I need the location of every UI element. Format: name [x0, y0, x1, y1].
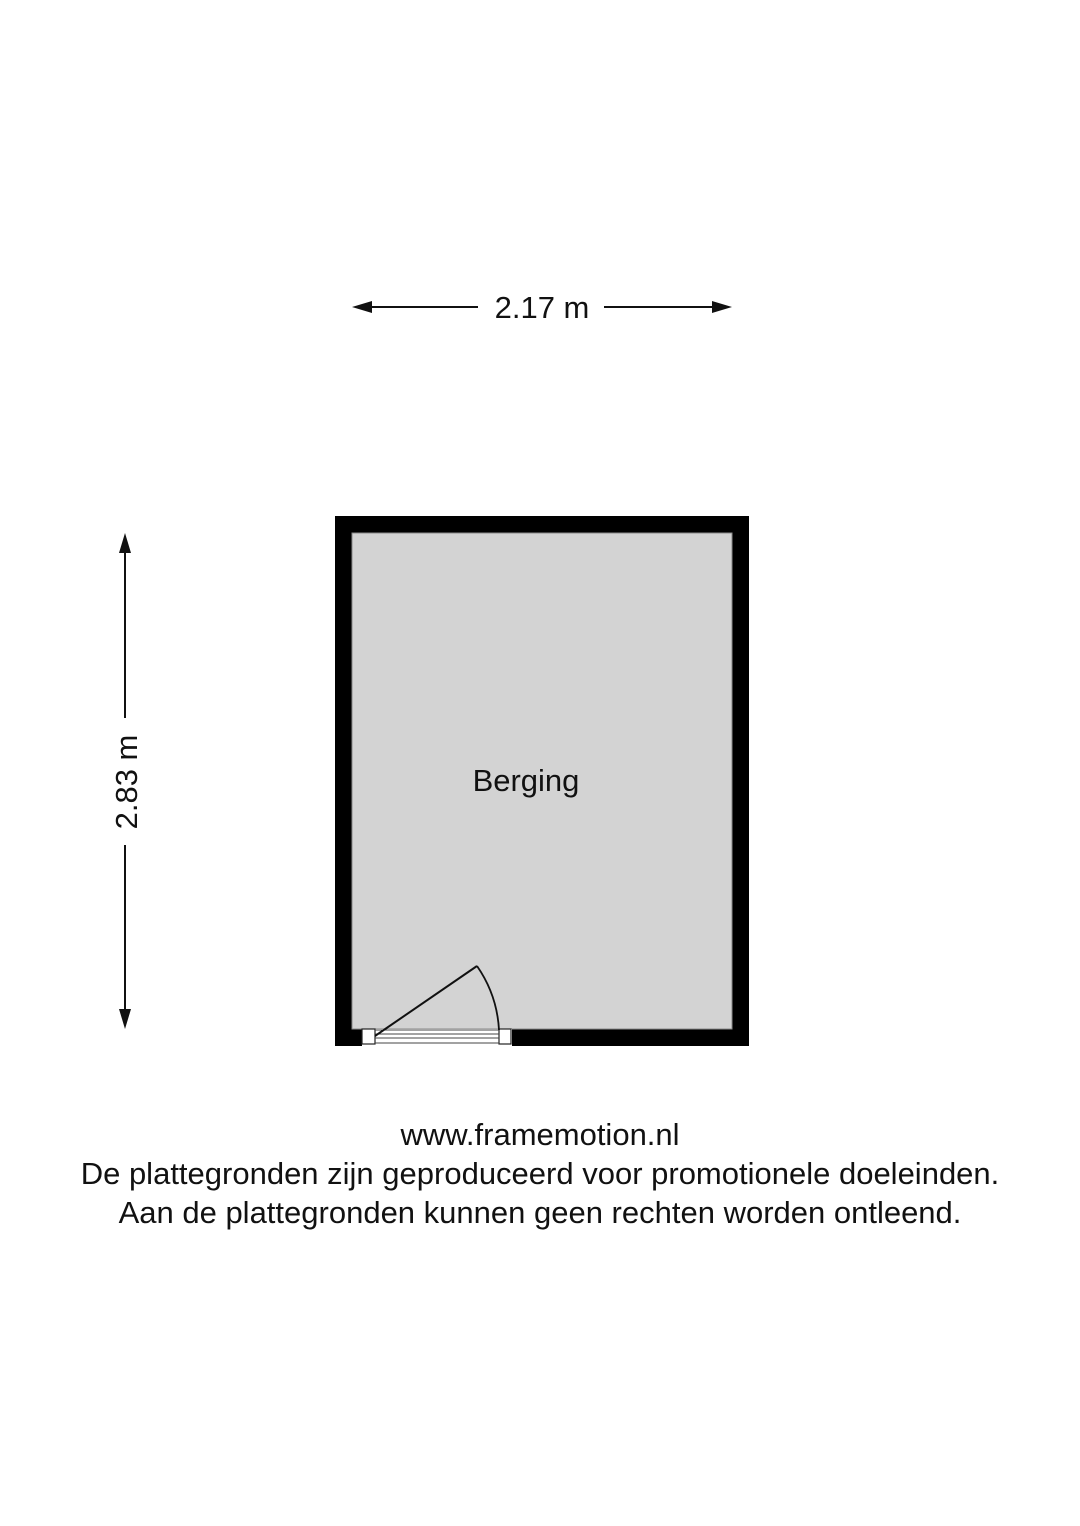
door-jamb-left [362, 1029, 375, 1044]
room-label: Berging [472, 763, 580, 798]
arrow-up-icon [119, 533, 131, 553]
footer-url: www.framemotion.nl [400, 1117, 680, 1152]
width-dimension [352, 290, 732, 325]
footer-disclaimer-1: De plattegronden zijn geproduceerd voor promotionele doeleinden. [80, 1156, 1000, 1191]
room-berging [335, 516, 749, 1046]
footer-disclaimer-2: Aan de plattegronden kunnen geen rechten worden ontleend. [118, 1195, 962, 1230]
depth-label: 2.83 m [109, 734, 144, 830]
door-jamb-right [499, 1029, 511, 1044]
arrow-down-icon [119, 1009, 131, 1029]
footer [0, 1115, 1080, 1232]
arrow-left-icon [352, 301, 372, 313]
arrow-right-icon [712, 301, 732, 313]
depth-dimension [109, 533, 144, 1029]
width-label: 2.17 m [494, 290, 590, 325]
